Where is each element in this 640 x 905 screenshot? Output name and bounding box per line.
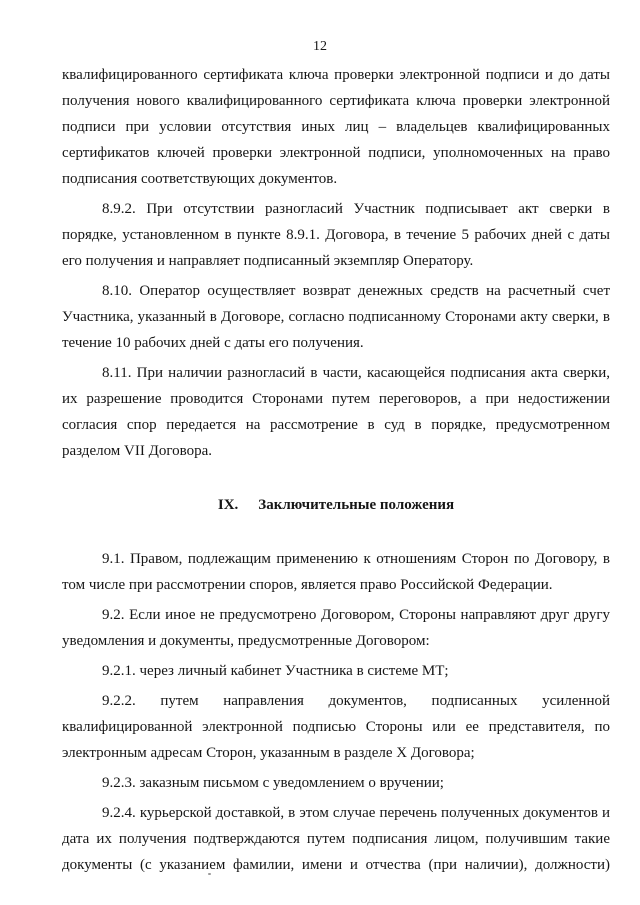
page-number: 12 [313,39,327,54]
paragraph-8-9-2: 8.9.2. При отсутствии разногласий Участник подписывает акт сверки в порядке, установленном в пункте 8.9.1. Договора, в течение 5 рабочих дней с даты его получения и направляет подписанный экземпляр Оператору. [62,201,610,269]
paragraph-continuation: квалифицированного сертификата ключа проверки электронной подписи и до даты получения нового квалифицированного сертификата ключа проверки электронной подписи при условии отсутствия иных лиц – владельцев квалифицированных сертификатов ключей проверки электронной подписи, уполномоченных на право подписания соответствующих документов. [62,67,610,187]
section-heading [62,492,610,518]
paragraph-9-1: 9.1. Правом, подлежащим применению к отношениям Сторон по Договору, в том числе при рассмотрении споров, является право Российской Федерации. [62,551,610,593]
paragraph-9-2-1: 9.2.1. через личный кабинет Участника в системе МТ; [102,663,449,679]
section-title: Заключительные положения [258,497,455,513]
paragraph-9-2-3: 9.2.3. заказным письмом с уведомлением о вручении; [102,775,444,791]
paragraph-9-2-2: 9.2.2. путем направления документов, подписанных усиленной квалифицированной электронной подписью Стороны или ее представителя, по электронным адресам Сторон, указанным в разделе X Договора; [62,693,610,761]
paragraph-8-11: 8.11. При наличии разногласий в части, касающейся подписания акта сверки, их разрешение проводится Сторонами путем переговоров, а при недостижении согласия спор передается на рассмотрение в суд в порядке, предусмотренном разделом VII Договора. [62,365,610,459]
section-number: IX. [217,497,239,513]
scan-artifact-dot [208,873,211,875]
paragraph-9-2: 9.2. Если иное не предусмотрено Договором, Стороны направляют друг другу уведомления и документы, предусмотренные Договором: [62,607,610,649]
paragraph-9-2-4: 9.2.4. курьерской доставкой, в этом случае перечень полученных документов и дата их получения подтверждаются путем подписания лицом, получившим такие документы (с указанием фамилии, имени и отчества (при наличии), должности) [62,805,610,873]
document-body [62,62,610,878]
paragraph-8-10: 8.10. Оператор осуществляет возврат денежных средств на расчетный счет Участника, указанный в Договоре, согласно подписанному Сторонами акту сверки, в течение 10 рабочих дней с даты его получения. [62,283,610,351]
